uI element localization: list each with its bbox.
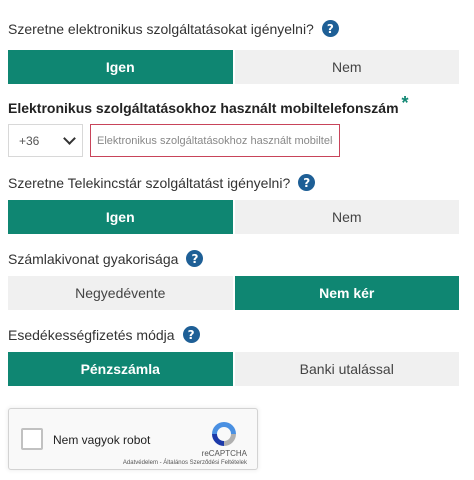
option-yes-button[interactable]: Igen: [8, 50, 233, 84]
country-code-value: +36: [19, 133, 40, 148]
country-code-select[interactable]: [8, 124, 83, 157]
question-label: Szeretne Telekincstár szolgáltatást igényelni?: [8, 174, 291, 191]
option-cash-account-button[interactable]: Pénzszámla: [8, 352, 233, 386]
phone-row: [8, 124, 340, 157]
question-electronic-services: [8, 20, 339, 37]
option-none-button[interactable]: Nem kér: [235, 276, 460, 310]
toggle-payment-method: [8, 352, 459, 386]
toggle-electronic-services: [8, 50, 459, 84]
question-payment-method: [8, 326, 200, 343]
option-bank-transfer-button[interactable]: Banki utalással: [235, 352, 460, 386]
question-label: Számlakivonat gyakorisága: [8, 250, 179, 267]
phone-number-input[interactable]: [90, 124, 340, 157]
option-no-button[interactable]: Nem: [235, 200, 460, 234]
recaptcha-checkbox[interactable]: [21, 428, 43, 450]
chevron-down-icon: [63, 132, 76, 145]
help-icon[interactable]: ?: [298, 174, 315, 191]
question-label: Esedékességfizetés módja: [8, 326, 175, 343]
recaptcha-label: Nem vagyok robot: [53, 433, 151, 447]
recaptcha-logo-icon: [209, 419, 239, 449]
question-telekincstar: [8, 174, 315, 191]
phone-title-label: Elektronikus szolgáltatásokhoz használt mobiltelefonszám: [8, 100, 399, 116]
help-icon[interactable]: ?: [322, 20, 339, 37]
required-mark: *: [401, 93, 409, 113]
help-icon[interactable]: ?: [183, 326, 200, 343]
recaptcha-brand: reCAPTCHA: [201, 449, 247, 458]
help-icon[interactable]: ?: [186, 250, 203, 267]
recaptcha-links[interactable]: Adatvédelem - Általános Szerződési Feltételek: [122, 460, 247, 466]
option-quarterly-button[interactable]: Negyedévente: [8, 276, 233, 310]
question-statement-frequency: [8, 250, 203, 267]
option-yes-button[interactable]: Igen: [8, 200, 233, 234]
phone-field-title: [8, 93, 409, 118]
recaptcha-widget: [8, 408, 258, 470]
toggle-statement-frequency: [8, 276, 459, 310]
option-no-button[interactable]: Nem: [235, 50, 460, 84]
toggle-telekincstar: [8, 200, 459, 234]
question-label: Szeretne elektronikus szolgáltatásokat igényelni?: [8, 20, 314, 37]
